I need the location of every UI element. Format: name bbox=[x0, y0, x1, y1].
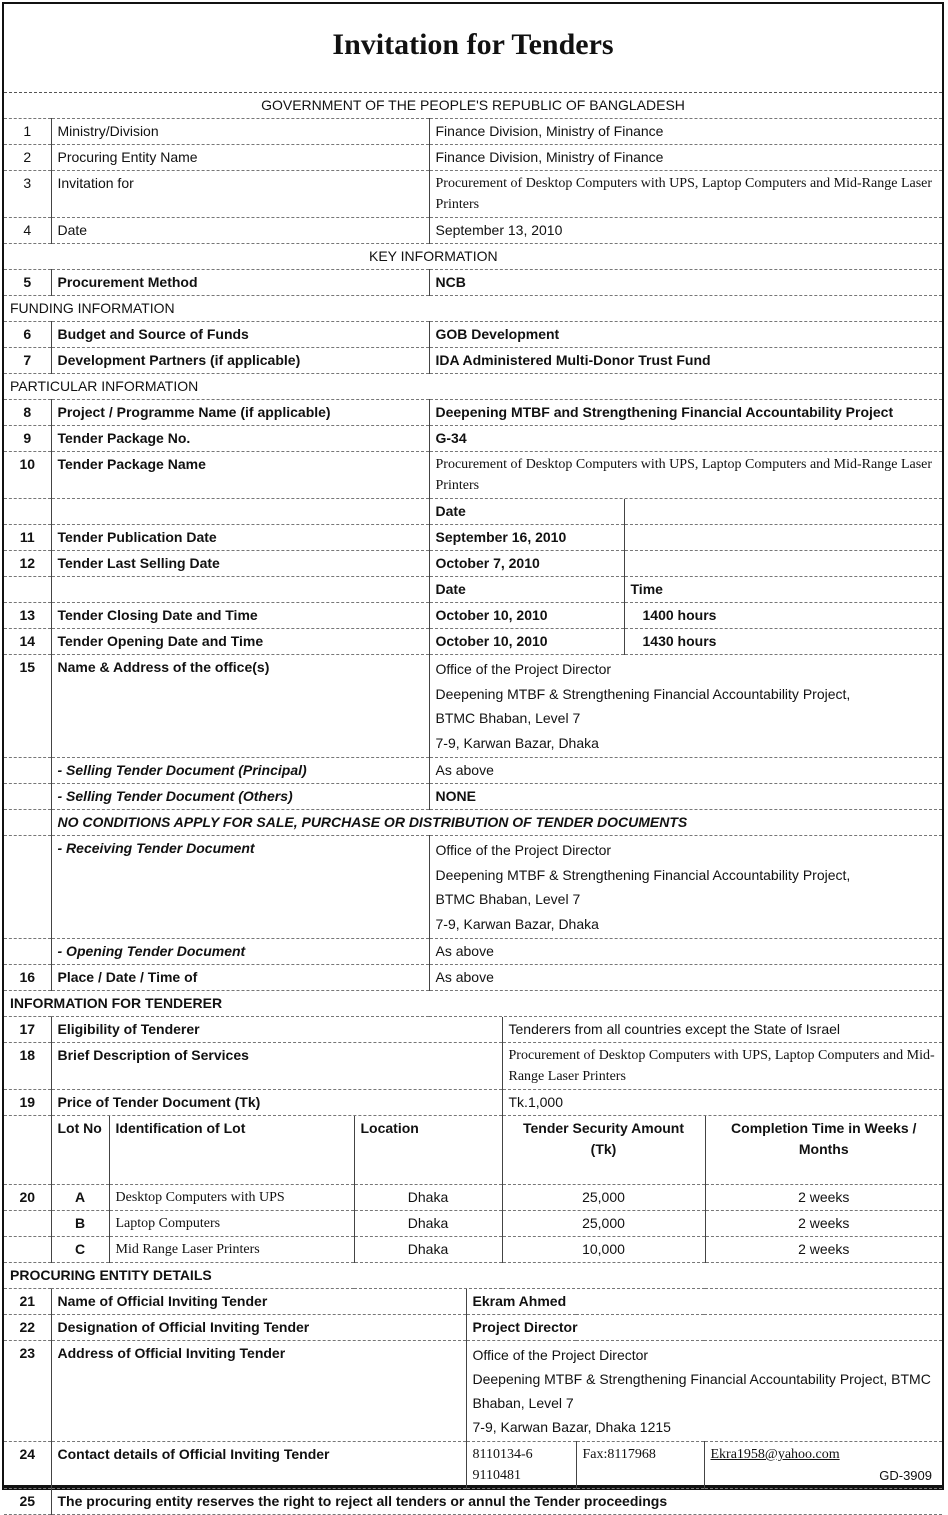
value: NCB bbox=[429, 270, 942, 296]
row-25: 25 The procuring entity reserves the right to reject all tenders or annul the Tender proceedings bbox=[4, 1489, 942, 1515]
row-selling-others: - Selling Tender Document (Others) NONE bbox=[4, 784, 942, 810]
tenderer-heading: INFORMATION FOR TENDERER bbox=[4, 991, 942, 1017]
email-link[interactable]: Ekra1958@yahoo.com bbox=[704, 1442, 942, 1489]
lots-table bbox=[4, 1116, 942, 1289]
label: Procuring Entity Name bbox=[51, 145, 429, 171]
row-9: 9 Tender Package No. G-34 bbox=[4, 426, 942, 452]
label: Budget and Source of Funds bbox=[51, 322, 429, 348]
lots-header: Lot No Identification of Lot Location Tender Security Amount (Tk) Completion Time in Weeks / Months bbox=[4, 1116, 942, 1185]
value: GOB Development bbox=[429, 322, 942, 348]
value: Procurement of Desktop Computers with UPS, Laptop Computers and Mid-Range Laser Printers bbox=[502, 1043, 942, 1090]
fax-number: Fax:8117968 bbox=[576, 1442, 704, 1489]
label: Project / Programme Name (if applicable) bbox=[51, 400, 429, 426]
particular-heading: PARTICULAR INFORMATION bbox=[4, 374, 942, 400]
row-4: 4 Date September 13, 2010 bbox=[4, 218, 942, 244]
label: Tender Opening Date and Time bbox=[51, 629, 429, 655]
row-14: 14 Tender Opening Date and Time October 10, 2010 1430 hours bbox=[4, 629, 942, 655]
value: Deepening MTBF and Strengthening Financial Accountability Project bbox=[429, 400, 942, 426]
phone-numbers: 8110134-6 9110481 bbox=[466, 1442, 576, 1489]
entity-heading: PROCURING ENTITY DETAILS bbox=[4, 1263, 942, 1289]
row-17: 17 Eligibility of Tenderer Tenderers from all countries except the State of Israel bbox=[4, 1017, 942, 1043]
row-receiving: - Receiving Tender Document Office of the Project Director Deepening MTBF & Strengthening Financial Accountability Project, BTMC Bhaban, Level 7 7-9, Karwan Bazar, Dhaka bbox=[4, 836, 942, 939]
row-23: 23 Address of Official Inviting Tender Office of the Project Director Deepening MTBF & Strengthening Financial Accountability Project, BTMC Bhaban, Level 7 7-9, Karwan Bazar, Dhaka 1215 bbox=[4, 1341, 942, 1442]
value: As above bbox=[429, 965, 942, 991]
label: Brief Description of Services bbox=[51, 1043, 502, 1090]
row-selling-principal: - Selling Tender Document (Principal) As above bbox=[4, 758, 942, 784]
key-info-heading: KEY INFORMATION bbox=[429, 244, 942, 270]
footer-table bbox=[4, 1489, 942, 1515]
label: Procurement Method bbox=[51, 270, 429, 296]
value: Procurement of Desktop Computers with UPS, Laptop Computers and Mid-Range Laser Printers bbox=[429, 171, 942, 218]
lot-row: C Mid Range Laser Printers Dhaka 10,000 2 weeks bbox=[4, 1237, 942, 1263]
label: Tender Package Name bbox=[51, 452, 429, 499]
label: Place / Date / Time of bbox=[51, 965, 429, 991]
row-10: 10 Tender Package Name Procurement of Desktop Computers with UPS, Laptop Computers and Mid-Range Laser Printers bbox=[4, 452, 942, 499]
label: Development Partners (if applicable) bbox=[51, 348, 429, 374]
label: Ministry/Division bbox=[51, 119, 429, 145]
row-12: 12 Tender Last Selling Date October 7, 2010 bbox=[4, 551, 942, 577]
value: G-34 bbox=[429, 426, 942, 452]
label: Name & Address of the office(s) bbox=[51, 655, 429, 758]
row-6: 6 Budget and Source of Funds GOB Development bbox=[4, 322, 942, 348]
office-table bbox=[4, 655, 942, 1017]
label: Tender Package No. bbox=[51, 426, 429, 452]
label: Tender Last Selling Date bbox=[51, 551, 429, 577]
label: Price of Tender Document (Tk) bbox=[51, 1090, 502, 1116]
row-7: 7 Development Partners (if applicable) IDA Administered Multi-Donor Trust Fund bbox=[4, 348, 942, 374]
row-15: 15 Name & Address of the office(s) Office of the Project Director Deepening MTBF & Strengthening Financial Accountability Project, BTMC Bhaban, Level 7 7-9, Karwan Bazar, Dhaka bbox=[4, 655, 942, 758]
page-title: Invitation for Tenders bbox=[4, 4, 942, 93]
row-11: 11 Tender Publication Date September 16, 2010 bbox=[4, 525, 942, 551]
tender-table bbox=[4, 93, 942, 499]
tender-notice bbox=[2, 2, 944, 1509]
value: IDA Administered Multi-Donor Trust Fund bbox=[429, 348, 942, 374]
label: Tender Closing Date and Time bbox=[51, 603, 429, 629]
label: Date bbox=[51, 218, 429, 244]
value: Tk.1,000 bbox=[502, 1090, 942, 1116]
lot-row: 20 A Desktop Computers with UPS Dhaka 25,000 2 weeks bbox=[4, 1185, 942, 1211]
row-24: 24 Contact details of Official Inviting Tender 8110134-6 9110481 Fax:8117968 Ekra1958@yahoo.com bbox=[4, 1442, 942, 1489]
date: October 10, 2010 bbox=[429, 629, 624, 655]
time: 1400 hours bbox=[624, 603, 942, 629]
value: September 16, 2010 bbox=[429, 525, 624, 551]
value: Finance Division, Ministry of Finance bbox=[429, 119, 942, 145]
date-header: Date bbox=[429, 499, 624, 525]
reference-code: GD-3909 bbox=[879, 1468, 932, 1483]
government-heading: GOVERNMENT OF THE PEOPLE'S REPUBLIC OF BANGLADESH bbox=[4, 93, 942, 119]
dates-table bbox=[4, 499, 942, 655]
row-21: 21 Name of Official Inviting Tender Ekram Ahmed bbox=[4, 1289, 942, 1315]
time: 1430 hours bbox=[624, 629, 942, 655]
value: Procurement of Desktop Computers with UPS, Laptop Computers and Mid-Range Laser Printers bbox=[429, 452, 942, 499]
tenderer-table bbox=[4, 1017, 942, 1116]
row-5: 5 Procurement Method NCB bbox=[4, 270, 942, 296]
row-8: 8 Project / Programme Name (if applicable) Deepening MTBF and Strengthening Financial Accountability Project bbox=[4, 400, 942, 426]
label: Invitation for bbox=[51, 171, 429, 218]
time-header: Time bbox=[624, 577, 942, 603]
funding-heading: FUNDING INFORMATION bbox=[4, 296, 942, 322]
row-2: 2 Procuring Entity Name Finance Division, Ministry of Finance bbox=[4, 145, 942, 171]
row-22: 22 Designation of Official Inviting Tender Project Director bbox=[4, 1315, 942, 1341]
value: Office of the Project Director Deepening MTBF & Strengthening Financial Accountability Project, BTMC Bhaban, Level 7 7-9, Karwan Bazar, Dhaka bbox=[429, 655, 942, 758]
value: Tenderers from all countries except the State of Israel bbox=[502, 1017, 942, 1043]
date: October 10, 2010 bbox=[429, 603, 624, 629]
row-19: 19 Price of Tender Document (Tk) Tk.1,000 bbox=[4, 1090, 942, 1116]
row-1: 1 Ministry/Division Finance Division, Ministry of Finance bbox=[4, 119, 942, 145]
date-header: Date bbox=[429, 577, 624, 603]
label: Eligibility of Tenderer bbox=[51, 1017, 502, 1043]
row-18: 18 Brief Description of Services Procurement of Desktop Computers with UPS, Laptop Computers and Mid-Range Laser Printers bbox=[4, 1043, 942, 1090]
no-conditions-note: NO CONDITIONS APPLY FOR SALE, PURCHASE OR DISTRIBUTION OF TENDER DOCUMENTS bbox=[51, 810, 942, 836]
row-13: 13 Tender Closing Date and Time October 10, 2010 1400 hours bbox=[4, 603, 942, 629]
row-3: 3 Invitation for Procurement of Desktop Computers with UPS, Laptop Computers and Mid-Range Laser Printers bbox=[4, 171, 942, 218]
row-opening: - Opening Tender Document As above bbox=[4, 939, 942, 965]
lot-row: B Laptop Computers Dhaka 25,000 2 weeks bbox=[4, 1211, 942, 1237]
value: Finance Division, Ministry of Finance bbox=[429, 145, 942, 171]
label: Tender Publication Date bbox=[51, 525, 429, 551]
row-16: 16 Place / Date / Time of As above bbox=[4, 965, 942, 991]
entity-table bbox=[4, 1289, 942, 1489]
value: September 13, 2010 bbox=[429, 218, 942, 244]
value: October 7, 2010 bbox=[429, 551, 624, 577]
